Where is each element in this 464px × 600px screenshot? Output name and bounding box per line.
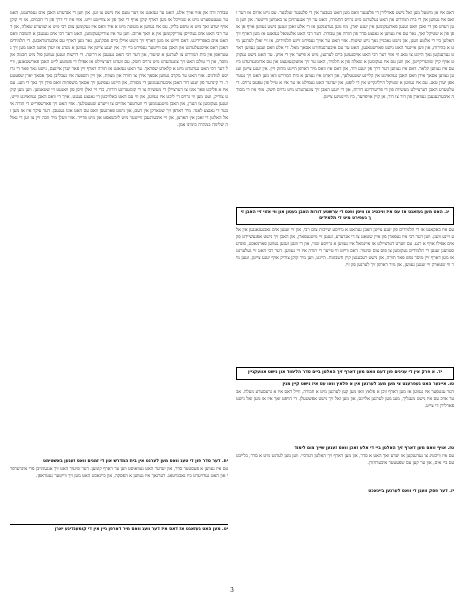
left-column-body: עבודה זרה און אזוי אויך אלע, האט ער געזאגט אז דער טעם איז נישט צו זען. און ווען די אנדערע האבן אים געפרעגט, האט ער געענטפערט מיט א שמייכל אז מען דארף קוקן אויף די זאך פון א צווייטע זייט. אזוי איז די דרך פון די חכמים, אז זיי קוקן אויף יעדע זאך מיט א טיפע בליק. עס איז געווען א מעשה מיט א איד וואס איז געקומען צום רבי מיט א שווערע שאלה, און דער רבי האט אים געהייסן צוריקקומען אין א וואך ארום. ווען ער איז צוריקגעקומען, האט דער רבי אים געגעבן א תשובה וואס האט אים באפרידיגט. דאס ווייזט אז מען דארף זיך נישט איילן ביים פסק'נען, נאר מען דארף עס איבערטראכטן. די תלמידים האבן דאס אויסגעלערנט און האבן עס ווייטער געפירט ביי זיך. אין יענע צייטן איז געווען א מנהג אז יעדן אוונט האט מען זיך געטראפן אין בית המדרש צו לערנען א שיעור, און דער רבי האט געגעבן א דרשה. די דרשות זענען געווען פול מיט חכמה און מוסר, און די עולם האט זיך צוגעהערט מיט גרויס חשק. עס ווערט דערציילט אז אפילו די פשוטע לייט האבן פארשטאנען, ווייל דער רבי האט גערעדט מיט א קלארע שפראך. ער האט געזאגט אז תורה דארף זיין פאר יעדן איינעם, נישט נאר פאר די גרויסע למדנים. אזוי האט ער מקרב געווען אסאך אידן צו תורה און מצוות, און זיין השפעה איז געבליבן נאך אסאך יארן שפעטער. די קינדער פון יענע דור האבן איבערגענומען די מסורה, און היינט געפינען זיך אסאך משפחות וואס פירן זיך נאך די וועג. עס איז א פליכט פאר אונז צו דערציילן די מעשיות צו די קומענדיגע דורות, כדי זיי זאלן וויסן פון וואנעט זיי שטאמען. ווען מען קוקט צוריק, זעט מען ווי גרויס די ליכט איז געווען, און ווי עס האט באלויכטן די גאנצע געגנט. אויך די וואס האבן געוואוינט ווייט, זענען געקומען צו הערן, און האבן מיטגענומען די ווערטער אהיים צו זייערע שטעטלעך. אזוי האט זיך פארשפרייט די תורה איבער די גאנצע לאנד. מיר דארפן זיך שטארקן אין דעם, און נישט פארגעסן וואס עס האט אונז געגעבן. דער עיקר איז אז מען זאל האלטן די זאכן אין הארצן, און זיי איבערגעבן ווייטער מיט ליבשאפט און מיט פרייד. אזוי וועלן מיר זוכה זיין צו זען די גאולה שלימה במהרה בימינו אמן.	[10, 11, 228, 128]
left-column-body-2: עס איז געווען א פעסטער סדר, און יעדער האט געוואוסט ווען ער דארף קומען. דער שיעור האט זיך אנגעהויבן פרי אינדערפרי און האט געדויערט ביז נאכמיטאג. דערנאך איז געווען א הפסקה, און ביינאכט האט מען זיך ווייטער געטראפן.	[10, 467, 228, 479]
right-column-body-4: עס איז וויכטיג צו געדענקען אז יעדע זאך האט א סדר, און מען דארף זיך האלטן דערביי. ווען מען לערנט מיט א סדר, בלייבט עס ביי אים, און ער קען עס שפעטער איבערחזרן.	[236, 453, 454, 466]
page-number: 3	[230, 586, 234, 594]
right-column	[236, 10, 454, 496]
subsection-heading-2: טז. אויף וואס מען דארף זיך האלטן ביי די אלע זאכן וואס זענען שייך צום לימוד	[294, 445, 454, 451]
subsection-heading-3: יז. דער פסק וועגן די וואס לערנען ביינאכט	[368, 488, 454, 494]
left-subsection-heading: יח. דער סדר פון די טעג וואס מען לערנט אין בית המדרש און די זמנים וואס זענען באשטימט	[43, 459, 228, 464]
section-heading-box-2	[236, 367, 454, 379]
right-column-body-2: עס איז באקאנט אז די תלמידים פון יענע צייטן האבן געהאט א גרויסע שייכות צום רבי, און זיי זענען אים נאכגעגאנגען אין אלע זיינע וועגן. ווען דער רבי איז געפארן פון איין שטאט צו די אנדערע, זענען זיי מיטגעפארן, און האבן זיך נישט אפגעשיידט פון אים אפילו אויף א רגע. עס ווערט דערציילט אז איינמאל איז געווען א גרויסע שניי, און די וועגן זענען געווען פארמאכט, פונדעסטוועגן זענען די תלמידים געקומען צו פוס צום שיעור. דאס ווייזט ווי טייער די תורה איז זיי געווען. דער רבי האט זיי געלערנט אז מען דארף זיין מוסר נפש פאר תורה, און נישט רעכענען קיין חשבונות. היינט, ווען מיר קוקן צוריק אויף יענע צייטן, זעען מיר ווי שטארק זיי זענען געווען, און מיר דארפן זיך לערנען פון זיי.	[236, 228, 454, 269]
right-column-body-3: דער ענטפער איז געווען אז מען דארף זוכן א פלאץ וואו מען קען לערנען מיט א חבורה, ווייל דאס איז א גרעסערע מעלה. אבער אויב עס איז נישט מעגליך, מעג מען לערנען אליינס, און מען זאל זיך נישט אפשטעלן. די הויפט זאך איז אז מען זאל נישט פארלירן די צייט.	[236, 389, 454, 409]
section-heading: יג. האט מען געזאגט אז עס איז וויכטיג צו וויסן וואס די ערשטע דורות האבן געטון און ווי אזוי זיי האבן זיך געפירט מיט די תלמידים	[240, 210, 450, 222]
left-footer-heading: יט. מען האט געזאגט אז דאס איז דער וועג וואס מיר דארפן גיין אין די קומענדיגע יארן	[54, 527, 228, 532]
section-heading-2: יד. א פרק אין די ענינים פון דעם וואס מען דארף זיך האלטן ביים סדר הלימוד און נישט אוועקגיין	[247, 370, 443, 376]
section-heading-box	[236, 207, 454, 225]
subsection-heading: טו. איינער האט געפרעגט צי מען מעג לערנען אין א פלאץ וואו עס איז נישט קיין מנין	[282, 381, 454, 387]
right-column-body: דאס איז אן מיטעל מען זאל נישט פארלירן די פלעגער וואס מען האט בעבער אין די פלעגער זעלבער. עס גייט ארום אז דער וואס איז געווען אין די בית המדרש און האט געלערנט מיט גרויס התמדה, האט ער זיך אנגעהויבן צו באמיען ווייטער. און ווען מען רעדט פון די זאכן וואס זענען פארגעקומען אין יענע יארן, מוז מען געדענקען אז די אלע זאכן זענען נישט געווען אויף אן אופן פון א שטיקל זאך, נאר עס איז געווען א גאנצע סדר פון תורה און עבודה. דער רבי האט אלעמאל געזאגט אז מען דארף זיך האלטן ביי די אלטע וועגן, און נישט נאכגיין נאך נייע שיטות. אזוי האט ער אויך געפירט זיינע תלמידים, אז זיי זאלן לערנען מיט א בהירות, און ווען איינער האט נישט פארשטאנען, האט ער עס איבערגעחזרט אסאך מאל. די אלע וואס זענען געווען דארט געדענקען נאך היינט צו טאג ווי אזוי דער רבי האט אויסגעזען ביים לערנען, מיט א פייער אין די אויגן. ער האט נישט געקוקט אויף קיין שוועריקייטן, און ווען עס איז געקומען א שאלה פון א תלמיד, האט ער זיך אוועקגעזעצט און עס ארומגערעדט ביז עס איז געווען קלאר. דאס איז געווען דער דרך פון יענע דור, און דאס איז וואס מיר דארפן היינט מחזק זיין. אין יענע צייטן זענען געווען אסאך אידן וואס האבן געוואוינט אין קליינע שטעטלעך, און דארט איז געווען א בית המדרש וואו מען האט זיך געטראפן יעדן טאג. עס איז געווען א שטיקל הייליגקייט אין די לופט, און יעדער האט געפילט אז ער איז א טייל פון עפעס גרויס. די עלטערע האבן דערציילט מעשיות פון די פריערדיגע דורות, און די יונגע האבן זיך צוגעהערט מיט גרויס חשק. אזוי איז די מסורה איבערגעגעבן געווארן פון דור צו דור, אן קיין אויפהער, ביז היינטיגע צייטן.	[236, 11, 454, 100]
left-column	[10, 10, 228, 534]
divider	[10, 524, 228, 525]
